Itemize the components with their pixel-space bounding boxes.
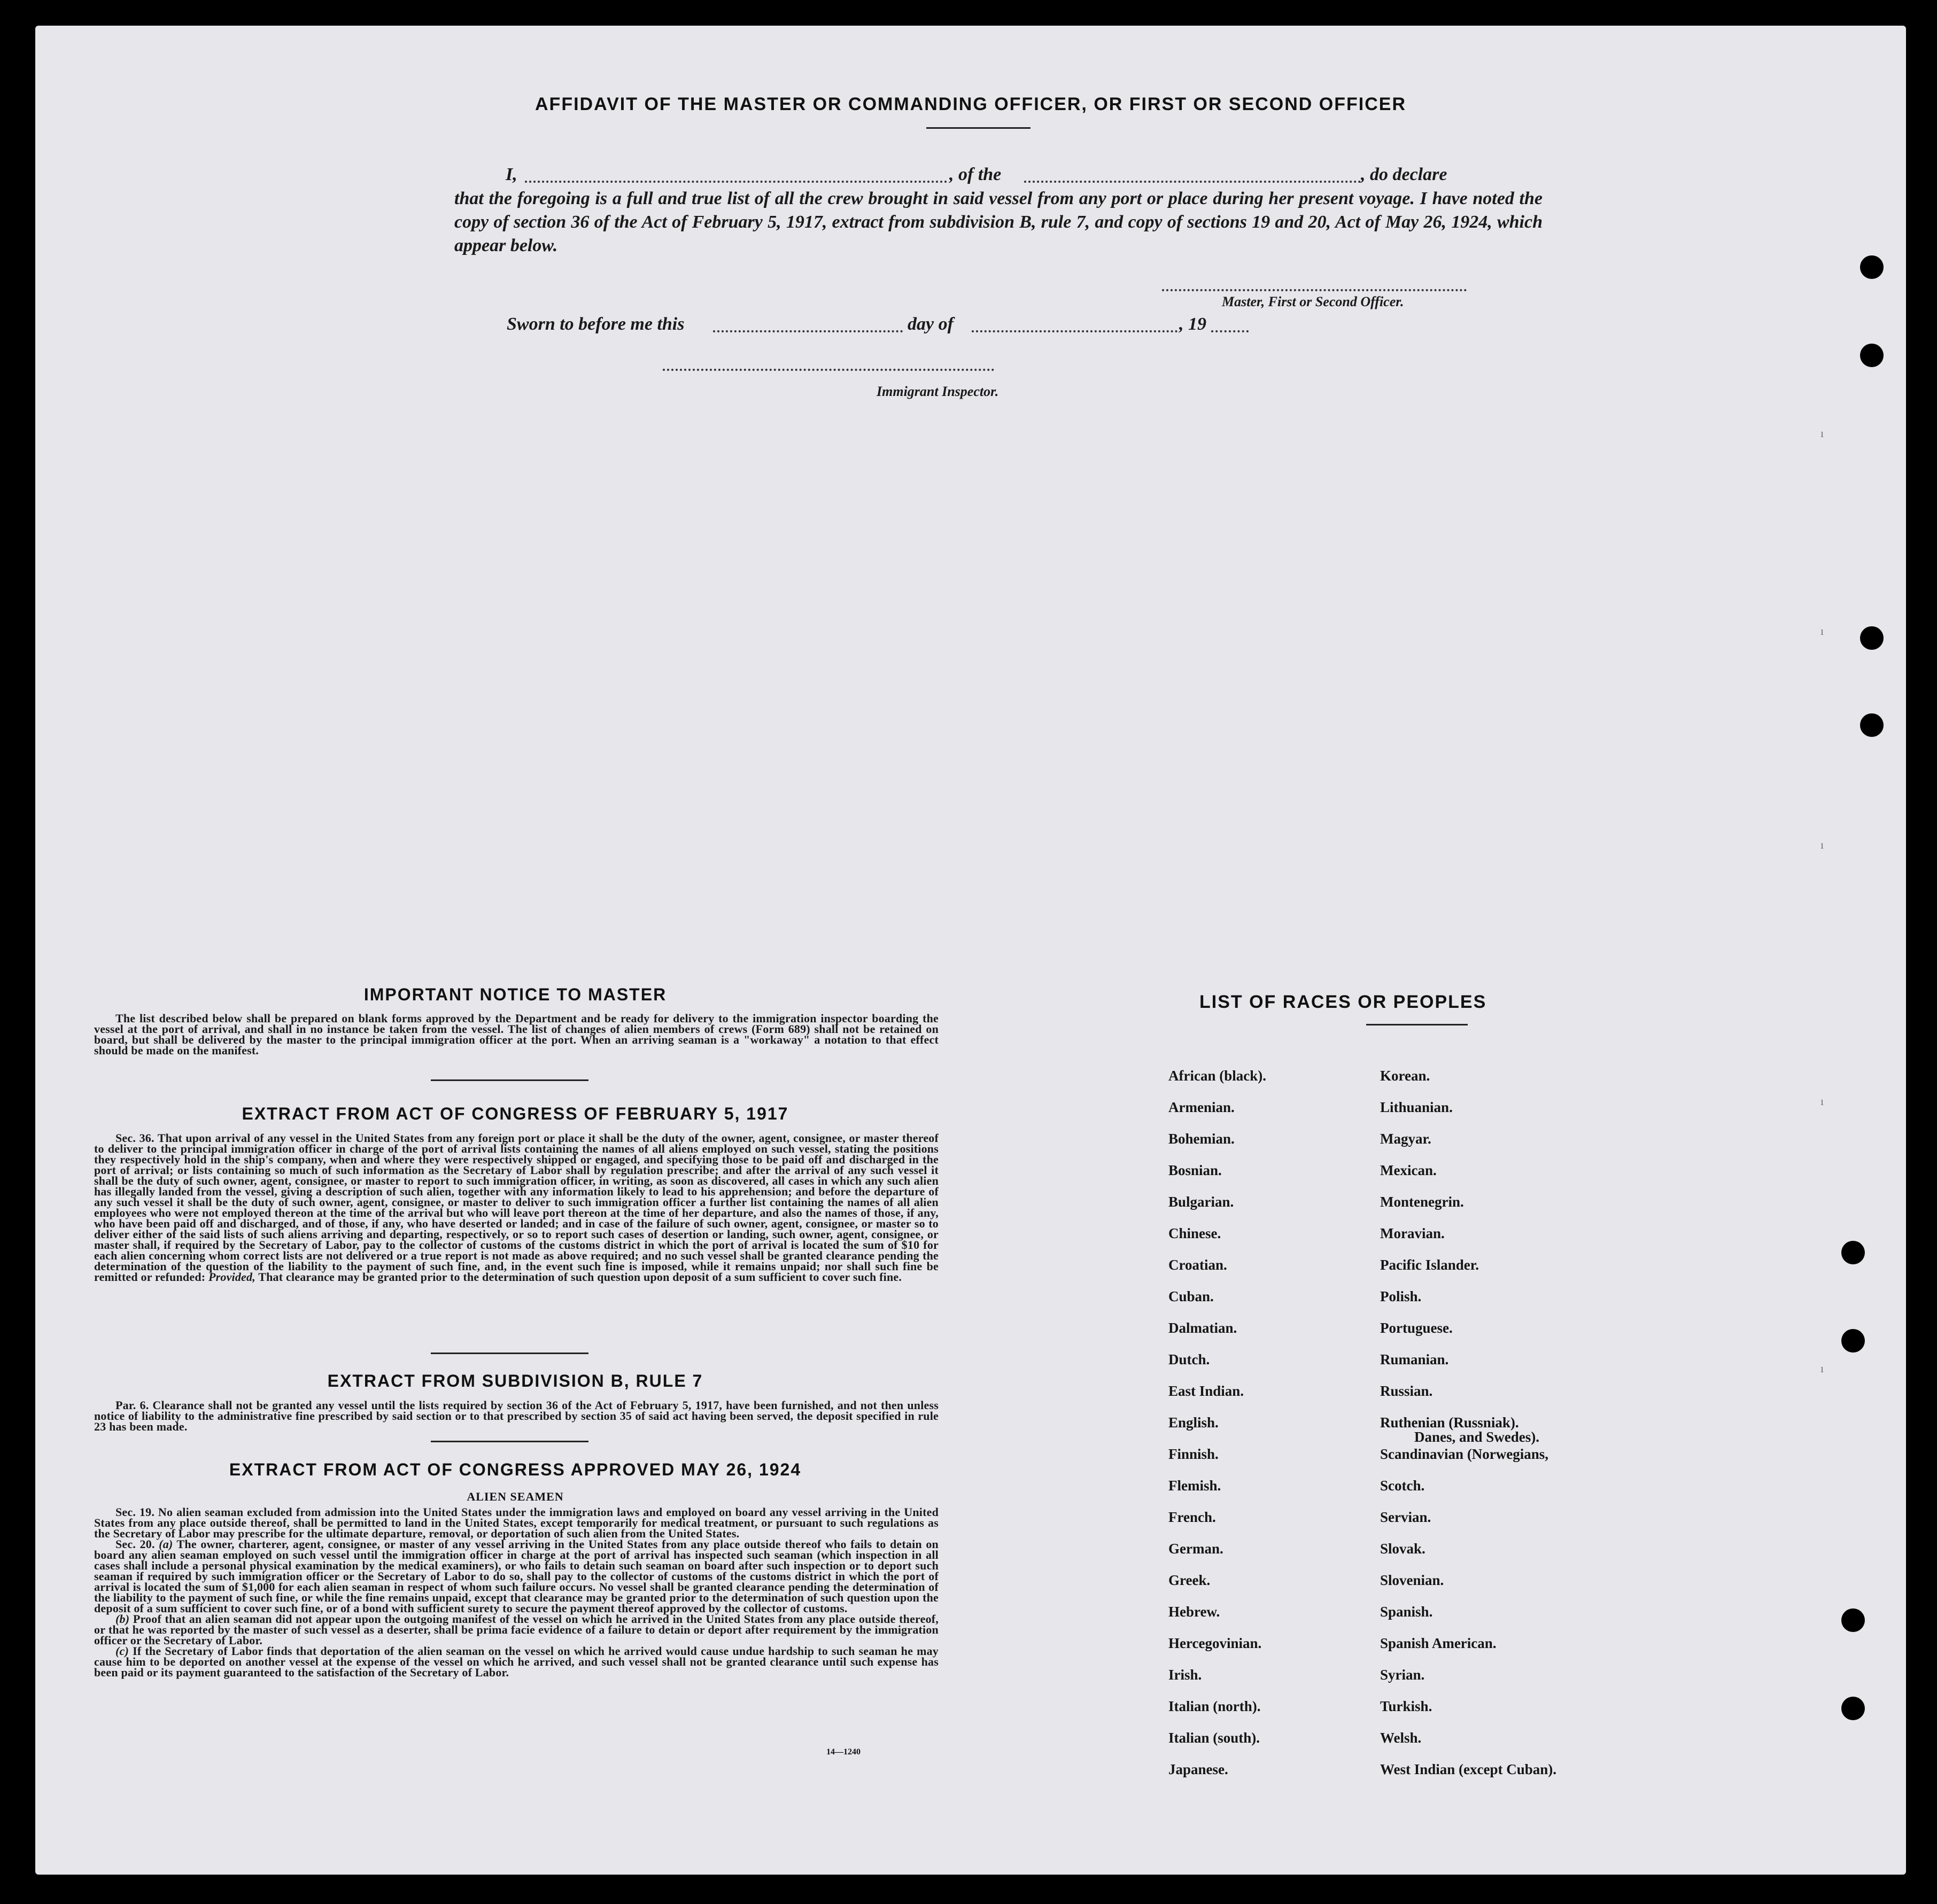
declarant-name-field[interactable]	[525, 181, 947, 183]
extract-1917-rule	[431, 1353, 588, 1354]
race-item: Mexican.	[1380, 1162, 1437, 1178]
race-item: Servian.	[1380, 1509, 1431, 1525]
punch-hole	[1860, 255, 1884, 279]
punch-hole	[1841, 1608, 1865, 1632]
race-item: Irish.	[1168, 1667, 1202, 1683]
declarant-line	[506, 165, 1543, 186]
proviso-label: Provided,	[208, 1270, 255, 1284]
race-item: Portuguese.	[1380, 1320, 1453, 1336]
sec20b-body: Proof that an alien seaman did not appear upon the outgoing manifest of the vessel on which he arrived in the United States from any place outside thereof, or that he was reported by the master of such vessel as a deserter, shall be prima facie evidence of a failure to detain or deport after requirement by the immigration officer or the Secretary of Labor.	[94, 1612, 939, 1647]
sec19-body: No alien seaman excluded from admission into the United States under the immigration laws and employed on board any vessel arriving in the United States from any place outside thereof, shall be permitted to land in the United States, except temporarily for medical treatment, or pursuant to such regulations as the Secretary of Labor may prescribe for the ultimate departure, removal, or deportation of such alien from the United States.	[94, 1505, 939, 1540]
race-item: Turkish.	[1380, 1698, 1432, 1714]
declarant-i-label: I,	[506, 165, 517, 184]
race-item: Italian (north).	[1168, 1698, 1261, 1714]
race-item: Dutch.	[1168, 1351, 1210, 1367]
race-scandinavian-continuation: Danes, and Swedes).	[1414, 1429, 1540, 1445]
form-number: 14—1240	[826, 1747, 861, 1757]
race-item: Montenegrin.	[1380, 1194, 1464, 1210]
race-item: German.	[1168, 1541, 1223, 1557]
notice-text	[94, 1013, 939, 1056]
race-item: Lithuanian.	[1380, 1099, 1453, 1115]
race-item: Bosnian.	[1168, 1162, 1222, 1178]
race-item: Italian (south).	[1168, 1730, 1260, 1746]
race-item: Pacific Islander.	[1380, 1257, 1479, 1273]
sec19-label: Sec. 19.	[115, 1505, 155, 1519]
inspector-signature-line[interactable]	[663, 369, 994, 371]
punch-hole	[1860, 713, 1884, 737]
race-item: Rumanian.	[1380, 1351, 1449, 1367]
master-signature-label: Master, First or Second Officer.	[1222, 294, 1404, 309]
do-declare-label: , do declare	[1361, 165, 1447, 184]
year-prefix-label: , 19	[1179, 314, 1206, 334]
race-item: Flemish.	[1168, 1478, 1221, 1494]
affidavit-title: AFFIDAVIT OF THE MASTER OR COMMANDING OFFICER, OR FIRST OR SECOND OFFICER	[535, 94, 1406, 114]
race-item: French.	[1168, 1509, 1216, 1525]
race-item: Scandinavian (Norwegians,	[1380, 1446, 1549, 1462]
race-item: Croatian.	[1168, 1257, 1227, 1273]
sworn-month-field[interactable]	[972, 330, 1177, 332]
race-item: Scotch.	[1380, 1478, 1425, 1494]
sec36-label: Sec. 36.	[115, 1131, 154, 1145]
affidavit-title-rule	[926, 127, 1031, 129]
extract-1917-text	[94, 1133, 939, 1283]
race-item: Korean.	[1380, 1068, 1430, 1084]
sec19-para	[94, 1507, 939, 1539]
race-item: Hebrew.	[1168, 1604, 1220, 1620]
race-item: Magyar.	[1380, 1131, 1431, 1147]
race-item: West Indian (except Cuban).	[1380, 1761, 1557, 1777]
sec20b-label: (b)	[115, 1612, 130, 1626]
notice-title: IMPORTANT NOTICE TO MASTER	[363, 985, 667, 1004]
sworn-line	[507, 314, 1287, 336]
extract-1924-title: EXTRACT FROM ACT OF CONGRESS APPROVED MAY 26, 1924	[229, 1460, 802, 1479]
extract-1924-text	[94, 1507, 939, 1678]
sworn-year-field[interactable]	[1211, 330, 1249, 332]
race-item: Moravian.	[1380, 1225, 1445, 1241]
sec20b-para	[94, 1614, 939, 1646]
document-page	[35, 26, 1906, 1875]
race-item: Chinese.	[1168, 1225, 1221, 1241]
race-item: Armenian.	[1168, 1099, 1235, 1115]
race-item: Greek.	[1168, 1572, 1211, 1588]
race-item: Russian.	[1380, 1383, 1433, 1399]
rule7-rule	[431, 1441, 588, 1442]
punch-hole	[1860, 344, 1884, 367]
sec36-body: That upon arrival of any vessel in the United States from any foreign port or place it shall be the duty of the owner, agent, consignee, or master thereof to deliver to the principal immigration officer in charge of the port of arrival lists containing the names of all aliens employed on such vessel, stating the positions they respectively hold in the ship's company, when and where they were respectively shipped or engaged, and specifying those to be paid off and discharged in the port of arrival; or lists containing so much of such information as the Secretary of Labor shall by regulation prescribe; and after the arrival of any such vessel it shall be the duty of such owner, agent, consignee, or master to report to such immigration officer, in writing, as soon as discovered, all cases in which any such alien has illegally landed from the vessel, giving a description of such alien, together with any information likely to lead to his apprehension; and before the departure of any such vessel it shall be the duty of such owner, agent, consignee, or master to deliver to such immigration officer a further list containing the names of all alien employees who were not employed thereon at the time of the arrival but who will leave port thereon at the time of her departure, and also the names of those, if any, who have been paid off and discharged, and of those, if any, who have deserted or landed; and in case of the failure of such owner, agent, consignee, or master so to deliver either of the said lists of such aliens arriving and departing, respectively, or so to report such cases of desertion or landing, such owner, agent, consignee, or master shall, if required by the Secretary of Labor, pay to the collector of customs of the customs district in which the port of arrival is located the sum of $10 for each alien concerning whom correct lists are not delivered or a true report is not made as above required; and no such vessel shall be granted clearance pending the determination of the question of the liability to the payment of such fine, and, in the event such fine is imposed, while it remains unpaid; nor shall such fine be remitted or refunded:	[94, 1131, 939, 1284]
margin-mark: ı	[1820, 1362, 1824, 1375]
punch-hole	[1841, 1241, 1865, 1264]
sec20c-para	[94, 1646, 939, 1678]
race-item: Polish.	[1380, 1288, 1422, 1304]
sec20c-body: If the Secretary of Labor finds that deportation of the alien seaman on the vessel on which he arrived would cause undue hardship to such seaman he may cause him to be deported on another vessel at the expense of the vessel on which he arrived, and such vessel shall not be granted clearance until such expense has been paid or its payment guaranteed to the satisfaction of the Secretary of Labor.	[94, 1644, 939, 1679]
race-item: Hercegovinian.	[1168, 1635, 1262, 1651]
inspector-label: Immigrant Inspector.	[877, 384, 999, 399]
proviso-body: That clearance may be granted prior to the determination of such question upon deposit of a sum sufficient to cover such fine.	[258, 1270, 902, 1284]
rule7-text	[94, 1400, 939, 1432]
punch-hole	[1841, 1697, 1865, 1720]
sworn-day-field[interactable]	[713, 330, 903, 332]
vessel-name-field[interactable]	[1024, 181, 1361, 183]
race-item: Welsh.	[1380, 1730, 1422, 1746]
race-item: East Indian.	[1168, 1383, 1244, 1399]
margin-mark: ı	[1820, 426, 1824, 440]
sec20c-label: (c)	[115, 1644, 129, 1658]
punch-hole	[1841, 1329, 1865, 1353]
margin-mark: ı	[1820, 1094, 1824, 1108]
sec20-label: Sec. 20.	[115, 1537, 155, 1551]
sworn-label: Sworn to before me this	[507, 314, 685, 334]
race-item: Dalmatian.	[1168, 1320, 1237, 1336]
race-item: Ruthenian (Russniak).	[1380, 1415, 1519, 1431]
race-item: Finnish.	[1168, 1446, 1219, 1462]
race-item: Spanish.	[1380, 1604, 1433, 1620]
declaration-body: that the foregoing is a full and true list of all the crew brought in said vessel from any port or place during her present voyage. I have noted the copy of section 36 of the Act of February 5, 1917, extract from subdivision B, rule 7, and copy of sections 19 and 20, Act of May 26, 1924, which appear below.	[454, 189, 1543, 255]
notice-rule	[431, 1079, 588, 1081]
race-item: English.	[1168, 1415, 1219, 1431]
sec20a-body: The owner, charterer, agent, consignee, or master of any vessel arriving in the United States from any place outside thereof who fails to detain on board any alien seaman employed on such vessel until the immigration officer in charge at the port of arrival has inspected such seaman (which inspection in all cases shall include a personal physical examination by the medical examiners), or who fails to detain such seaman on board after such inspection or to deport such seaman if required by such immigration officer or the Secretary of Labor to do so, shall pay to the collector of customs of the customs district in which the port of arrival is located the sum of $1,000 for each alien seaman in respect of whom such failure occurs. No vessel shall be granted clearance pending the determination of the liability to the payment of such fine, or while the fine remains unpaid, except that clearance may be granted prior to the determination of such question upon the deposit of a sum sufficient to cover such fine, or of a bond with sufficient surety to secure the payment thereof approved by the collector of customs.	[94, 1537, 939, 1615]
race-item: Slovenian.	[1380, 1572, 1444, 1588]
sec20a-label: (a)	[159, 1537, 173, 1551]
rule7-body: Par. 6. Clearance shall not be granted any vessel until the lists required by section 36 of the Act of February 5, 1917, have been furnished, and not then unless notice of liability to the administrative fine prescribed by said section or to that prescribed by section 35 of said act having been served, the deposit specified in rule 23 has been made.	[94, 1398, 939, 1433]
of-the-label: , of the	[949, 165, 1002, 184]
punch-hole	[1860, 626, 1884, 650]
race-item: Cuban.	[1168, 1288, 1214, 1304]
race-item: African (black).	[1168, 1068, 1266, 1084]
race-item: Japanese.	[1168, 1761, 1228, 1777]
extract-1917-title: EXTRACT FROM ACT OF CONGRESS OF FEBRUARY 5, 1917	[242, 1104, 789, 1123]
races-title: LIST OF RACES OR PEOPLES	[1199, 992, 1487, 1012]
margin-mark: ı	[1820, 624, 1824, 638]
race-item: Bulgarian.	[1168, 1194, 1234, 1210]
alien-seamen-subtitle: ALIEN SEAMEN	[467, 1490, 564, 1503]
sec20a-para	[94, 1539, 939, 1614]
master-signature-line[interactable]	[1162, 289, 1467, 291]
races-rule	[1366, 1024, 1468, 1025]
margin-mark: ı	[1820, 838, 1824, 851]
notice-body: The list described below shall be prepared on blank forms approved by the Department and be ready for delivery to the immigration inspector boarding the vessel at the port of arrival, and shall in no instance be taken from the vessel. The list of changes of alien members of crews (Form 689) shall not be retained on board, but shall be delivered by the master to the principal immigration officer at the port. When an arriving seaman is a "workaway" a notation to that effect should be made on the manifest.	[94, 1012, 939, 1057]
race-item: Spanish American.	[1380, 1635, 1497, 1651]
race-item: Bohemian.	[1168, 1131, 1235, 1147]
day-of-label: day of	[908, 314, 954, 334]
rule7-title: EXTRACT FROM SUBDIVISION B, RULE 7	[327, 1371, 703, 1390]
race-item: Slovak.	[1380, 1541, 1425, 1557]
race-item: Syrian.	[1380, 1667, 1425, 1683]
